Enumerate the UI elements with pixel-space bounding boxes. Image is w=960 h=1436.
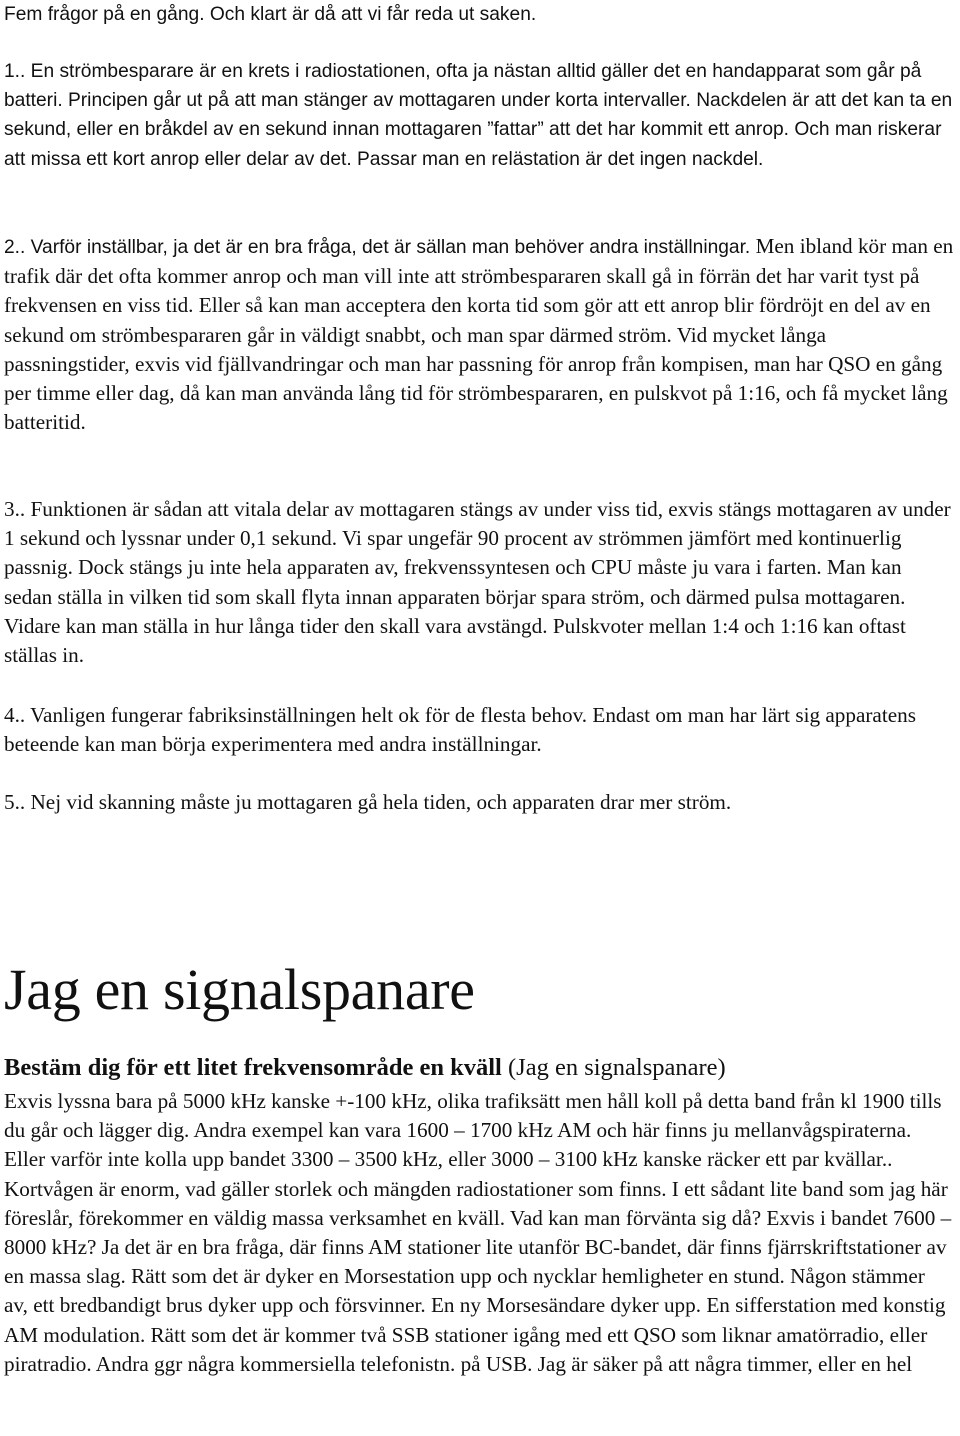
section-body: Exvis lyssna bara på 5000 kHz kanske +-100 kHz, olika trafiksätt men håll koll på detta band från kl 1900 tills du går och lägger dig. Andra exempel kan vara 1600 – 1700 kHz AM och här finns ju mellanvågspiraterna. Eller varför inte kolla upp bandet 3300 – 3500 kHz, eller 3000 – 3100 kHz kanske räcker ett par kvällar.. Kortvågen är enorm, vad gäller storlek och mängden radiostationer som finns. I ett sådant lite band som jag här föreslår, förekommer en väldig massa verksamhet en kväll. Vad kan man förvänta sig då? Exvis i bandet 7600 – 8000 kHz? Ja det är en bra fråga, där finns AM stationer lite utanför BC-bandet, där finns fjärrskriftstationer av en massa slag. Rätt som det är dyker en Morsestation upp och nycklar hemligheter en stund. Någon stämmer av, ett bredbandigt brus dyker upp och försvinner. En ny Morsesändare dyker upp. En sifferstation med konstig AM modulation. Rätt som det är kommer två SSB stationer igång med ett QSO som liknar amatörradio, eller piratradio. Andra ggr några kommersiella telefonistn. på USB. Jag är säker på att några timmer, eller en hel — [4, 1089, 952, 1376]
answer-3: 3.. Funktionen är sådan att vitala delar av mottagaren stängs av under viss tid, exvis stängs mottagaren av under 1 sekund och lyssnar under 0,1 sekund. Vi spar ungefär 90 procent av strömmen jämfört med kontinuerlig passnig. Dock stängs ju inte hela apparaten av, frekvenssyntesen och CPU måste ju vara i farten. Man kan sedan ställa in vilken tid som skall flyta innan apparaten börjar spara ström, och därmed pulsa mottagaren. Vidare kan man ställa in hur långa tider den skall vara avstängd. Pulskvoter mellan 1:4 och 1:16 kan oftast ställas in. — [4, 497, 951, 668]
answer-1 — [4, 57, 954, 174]
intro-line: Fem frågor på en gång. Och klart är då att vi får reda ut saken. — [4, 4, 537, 25]
section-heading: Jag en signalspanare — [4, 957, 475, 1022]
answer-2-text: Men ibland kör man en trafik där det ofta kommer anrop och man vill inte att strömbespararen skall gå in förrän det har varit tyst på frekvensen en viss tid. Eller så kan man acceptera den korta tid som gör att ett anrop blir fördröjt en del av en sekund om strömbespararen går in väldigt snabbt, och man spar därmed ström. Vid mycket långa passningstider, exvis vid fjällvandringar och man har passning för anrop från kompisen, man har QSO en gång per timme eller dag, då kan man använda lång tid för strömbespararen, en pulskvot på 1:16, och få mycket lång batteritid. — [4, 234, 954, 435]
subheading-bold: Bestäm dig för ett litet frekvensområde en kväll — [4, 1054, 502, 1081]
answer-1-text: 1.. En strömbesparare är en krets i radiostationen, ofta ja nästan alltid gäller det en handapparat som går på batteri. Principen går ut på att man stänger av mottagaren under korta intervaller. Nackdelen är att det kan ta en sekund, eller en bråkdel av en sekund innan mottagaren ”fattar” att det har kommit ett anrop. Och man riskerar att missa ett kort anrop eller delar av det. Passar man en relästation är det ingen nackdel. — [4, 61, 953, 170]
answer-2 — [4, 232, 954, 437]
section-subheading — [4, 1053, 726, 1083]
answer-5: 5.. Nej vid skanning måste ju mottagaren gå hela tiden, och apparaten drar mer ström. — [4, 790, 732, 814]
answer-2-lead: 2.. Varför inställbar, ja det är en bra fråga, det är sällan man behöver andra inställningar. — [4, 237, 751, 258]
subheading-normal: (Jag en signalspanare) — [501, 1054, 726, 1081]
answer-4: 4.. Vanligen fungerar fabriksinställningen helt ok för de flesta behov. Endast om man har lärt sig apparatens beteende kan man börja experimentera med andra inställningar. — [4, 703, 916, 757]
